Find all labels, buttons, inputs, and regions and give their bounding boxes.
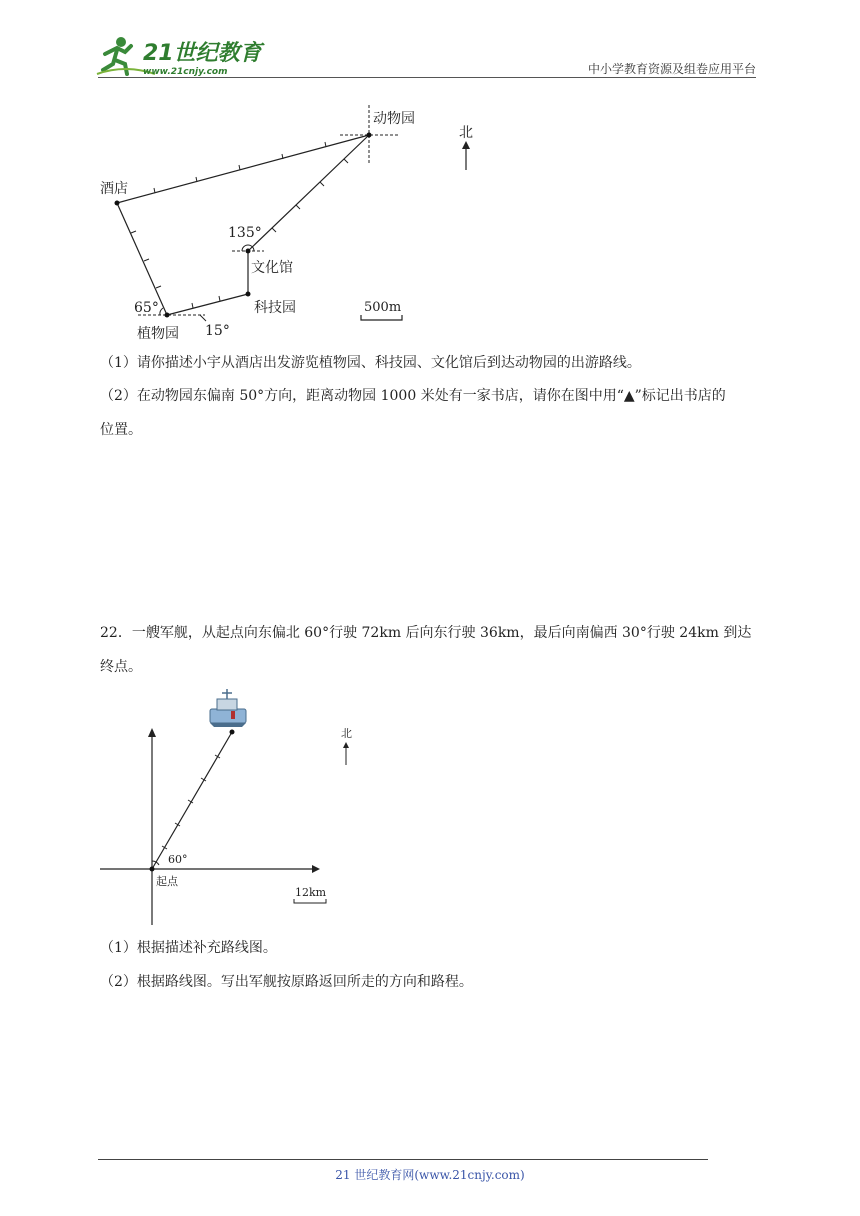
axis-x-arrow <box>312 865 320 873</box>
q21-part2-line1: （2）在动物园东偏南 50°方向，距离动物园 1000 米处有一家书店，请你在图中用“▲”标记出书店的 <box>100 388 726 404</box>
label-angle-65: 65° <box>134 300 159 316</box>
warship-icon <box>210 689 246 727</box>
culture-point <box>246 249 251 254</box>
q22-line1: 22．一艘军舰，从起点向东偏北 60°行驶 72km 后向东行驶 36km，最后向南偏西 30°行驶 24km 到达 <box>100 625 752 641</box>
q21-part2-line2: 位置。 <box>100 422 142 438</box>
label-hotel: 酒店 <box>100 181 128 197</box>
current-point <box>230 730 235 735</box>
north-arrow-1 <box>462 141 470 170</box>
figure-warship-route <box>90 685 350 930</box>
label-angle-60: 60° <box>168 853 188 866</box>
platform-name: 中小学教育资源及组卷应用平台 <box>587 62 756 76</box>
label-culture: 文化馆 <box>251 260 293 276</box>
logo-main-text: 21世纪教育 <box>143 41 262 66</box>
route-botanical-tech <box>167 294 248 315</box>
header-divider <box>98 77 756 78</box>
route-culture-zoo <box>248 135 369 251</box>
footer-link[interactable]: 21 世纪教育网(www.21cnjy.com) <box>335 1168 525 1182</box>
q22-part1: （1）根据描述补充路线图。 <box>100 940 277 956</box>
angle-marker-15 <box>200 315 206 321</box>
footer-divider <box>98 1159 708 1160</box>
label-start: 起点 <box>156 875 178 888</box>
label-north-2: 北 <box>341 727 352 740</box>
label-scale-2: 12km <box>295 886 327 899</box>
axis-y-arrow <box>148 728 156 737</box>
hotel-point <box>115 201 120 206</box>
route-hotel-botanical <box>117 203 167 315</box>
label-zoo: 动物园 <box>373 111 415 127</box>
q22-line2: 终点。 <box>100 659 142 675</box>
label-botanical: 植物园 <box>137 326 179 342</box>
route-segment <box>152 732 232 869</box>
start-point <box>150 867 155 872</box>
route-ticks-2 <box>162 755 220 849</box>
label-angle-135: 135° <box>228 225 262 241</box>
label-tech: 科技园 <box>254 300 296 316</box>
angle-arc-65 <box>160 308 163 315</box>
north-arrow-2 <box>343 742 349 765</box>
label-angle-15: 15° <box>205 323 230 339</box>
q21-part1: （1）请你描述小宇从酒店出发游览植物园、科技园、文化馆后到达动物园的出游路线。 <box>100 355 641 371</box>
zoo-point <box>367 133 372 138</box>
q22-part2: （2）根据路线图。写出军舰按原路返回所走的方向和路程。 <box>100 974 473 990</box>
tech-point <box>246 292 251 297</box>
label-scale-1: 500m <box>364 300 402 315</box>
logo-url-text: www.21cnjy.com <box>143 67 228 77</box>
scale-bar-2 <box>294 899 326 903</box>
botanical-point <box>165 313 170 318</box>
figure-route-map <box>0 95 520 345</box>
site-logo <box>95 34 265 80</box>
label-north-1: 北 <box>459 125 473 141</box>
scale-bar-1 <box>361 315 402 320</box>
